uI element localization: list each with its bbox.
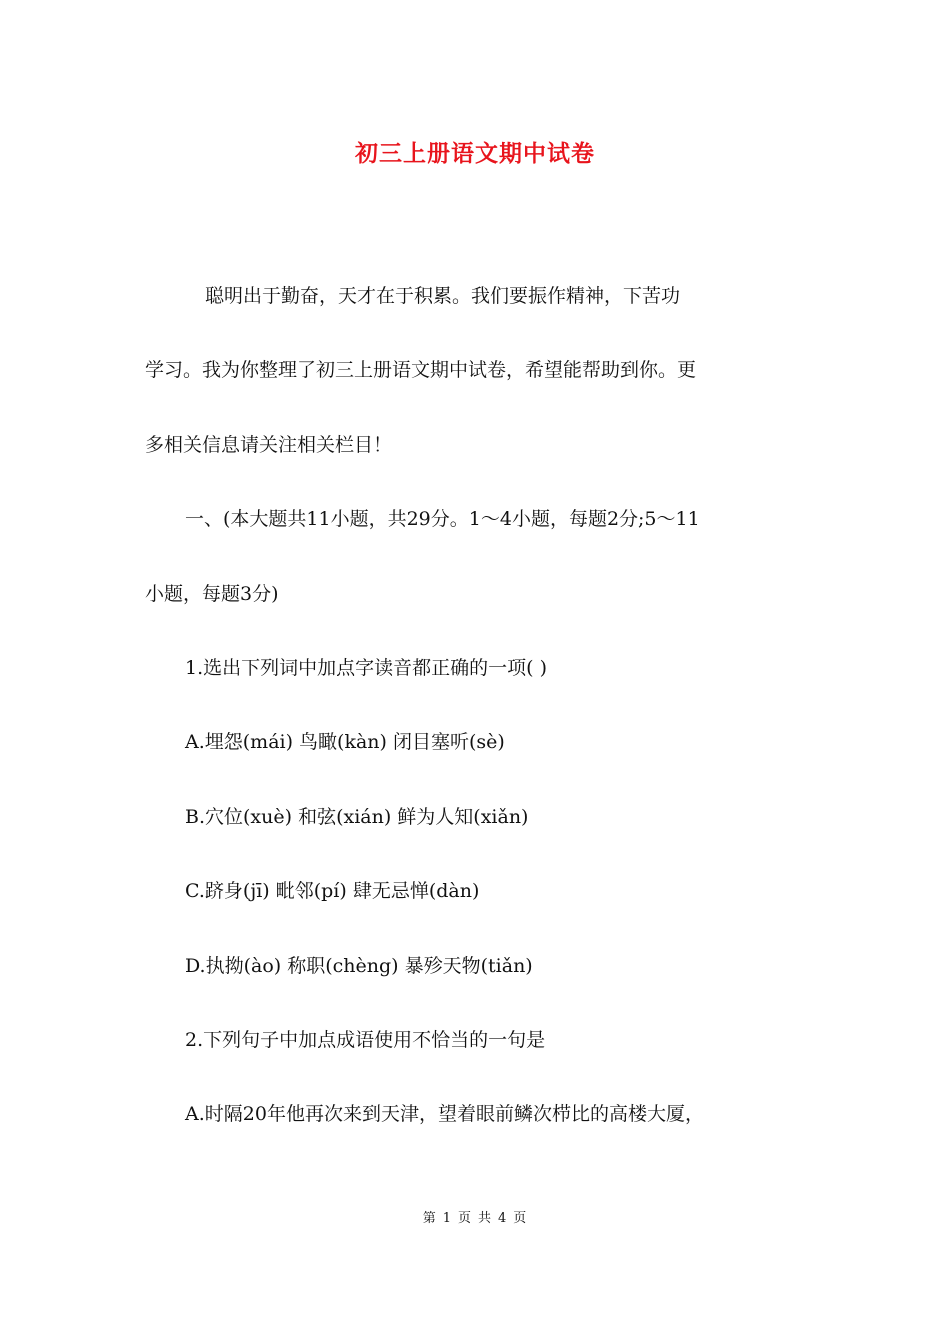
footer-current-page: 1: [442, 1211, 452, 1226]
question-line: 2.下列句子中加点成语使用不恰当的一句是: [185, 1028, 546, 1051]
paragraph-line: 聪明出于勤奋，天才在于积累。我们要振作精神，下苦功: [205, 285, 681, 307]
footer-label-page-unit: 页: [457, 1211, 472, 1226]
document-title: 初三上册语文期中试卷: [355, 140, 595, 167]
section-heading-line: 一、(本大题共11小题，共29分。1～4小题，每题2分;5～11: [185, 508, 700, 531]
option-line: B.穴位(xuè) 和弦(xián) 鲜为人知(xiǎn): [185, 805, 529, 828]
option-line: C.跻身(jī) 毗邻(pí) 肆无忌惮(dàn): [185, 880, 480, 903]
paragraph-line: 多相关信息请关注相关栏目！: [145, 433, 393, 456]
page-footer: [0, 1209, 950, 1229]
footer-label-total-unit: 页: [513, 1211, 528, 1226]
document-body: [145, 279, 810, 1172]
question-line: 1.选出下列词中加点字读音都正确的一项( ): [185, 656, 547, 679]
option-line: A.时隔20年他再次来到天津，望着眼前鳞次栉比的高楼大厦，: [185, 1103, 704, 1126]
footer-total-pages: 4: [498, 1211, 508, 1226]
paragraph-line: 学习。我为你整理了初三上册语文期中试卷，希望能帮助到你。更: [145, 359, 697, 382]
option-line: D.执拗(ào) 称职(chèng) 暴殄天物(tiǎn): [185, 954, 533, 977]
option-line: A.埋怨(mái) 鸟瞰(kàn) 闭目塞听(sè): [185, 731, 505, 754]
footer-label-total: 共: [478, 1211, 493, 1226]
section-heading-line: 小题，每题3分): [145, 582, 279, 605]
footer-label-page: 第: [422, 1211, 437, 1226]
